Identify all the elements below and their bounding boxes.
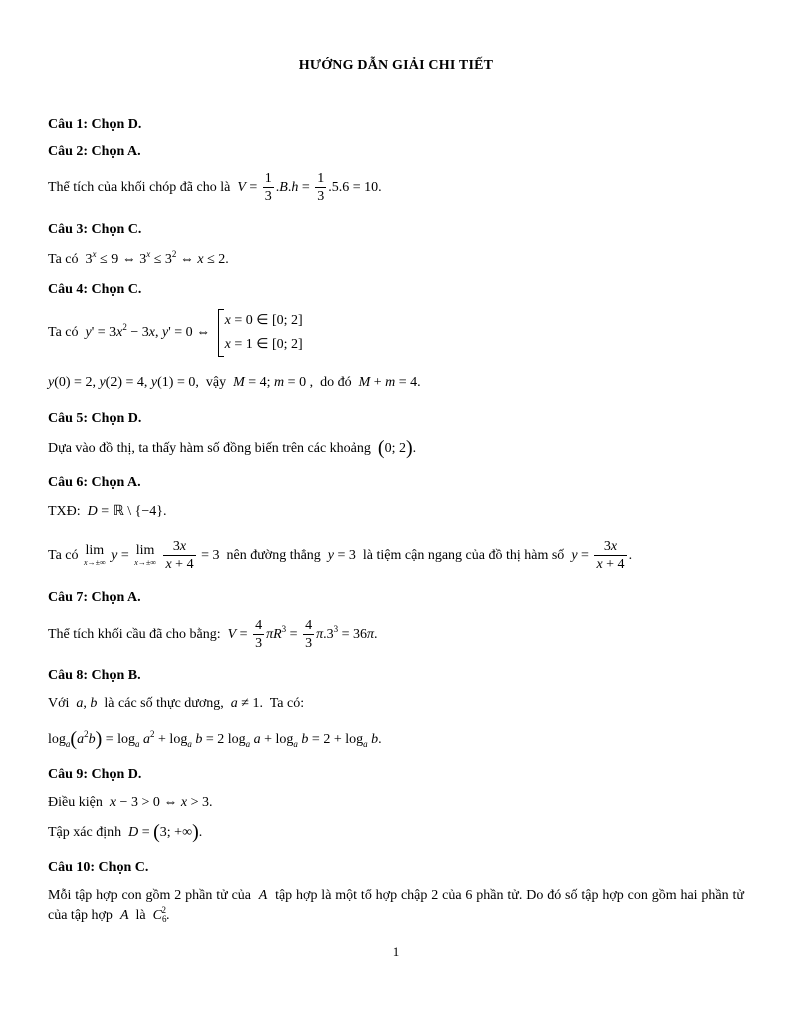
q6-text3: nên đường thẳng bbox=[226, 548, 321, 563]
q10-heading: Câu 10: Chọn C. bbox=[48, 860, 149, 875]
q2-heading: Câu 2: Chọn A. bbox=[48, 144, 141, 159]
q4-text2: vậy bbox=[205, 375, 227, 390]
q6-asymptote: Ta có lim x→±∞ y = lim x→±∞ $\frac{3x}{x + 4}$ = 3 nên đường thẳng y = 3 là tiệm cận ngang của đồ thị hàm số y = $\frac{3x}{x + 4}$ . bbox=[48, 539, 633, 573]
q8-heading: Câu 8: Chọn B. bbox=[48, 668, 141, 683]
q8-text2: là các số thực dương, bbox=[104, 696, 224, 711]
q4-text3: do đó bbox=[320, 375, 352, 390]
page-title: HƯỚNG DẪN GIẢI CHI TIẾT bbox=[298, 58, 494, 73]
q5-text: Dựa vào đồ thị, ta thấy hàm số đồng biến trên các khoảng bbox=[48, 441, 371, 456]
q10-text: Mỗi tập hợp con gồm 2 phần tử của bbox=[48, 888, 252, 903]
q6-domain-formula: D = ℝ \ {−4}. bbox=[87, 504, 167, 519]
q7-heading: Câu 7: Chọn A. bbox=[48, 590, 141, 605]
q5-solution bbox=[48, 439, 416, 458]
q6-domain bbox=[48, 503, 167, 521]
q9-heading: Câu 9: Chọn D. bbox=[48, 767, 142, 782]
q8-formula: $\log_a(a^2b) = \log_a a^2 + \log_a b = 2$ $\log_a a + \log_a b = 2 + \log_a b$. bbox=[48, 728, 382, 750]
q3-heading: Câu 3: Chọn C. bbox=[48, 222, 142, 237]
q8-text3: Ta có: bbox=[269, 696, 305, 711]
q7-solution bbox=[48, 617, 378, 653]
q6-text4: là tiệm cận ngang của đồ thị hàm số bbox=[362, 548, 565, 563]
q6-text2: Ta có bbox=[48, 548, 79, 563]
q4-solution-derivative bbox=[48, 309, 303, 357]
q2-formula: V = $\frac{1}{3}$ .B.h = $\frac{1}{3}$ .5.6 = 10. bbox=[237, 171, 382, 205]
q6-text: TXĐ: bbox=[48, 504, 81, 519]
q8-text: Với bbox=[48, 696, 70, 711]
q7-formula: V = $\frac{4}{3}$ $\pi R^3$ = $\frac{4}{3}$ $\pi.3^3 = 36\pi$. bbox=[227, 618, 378, 652]
q10-text3: là bbox=[135, 908, 146, 923]
q4-heading: Câu 4: Chọn C. bbox=[48, 282, 142, 297]
q5-interval: (0; 2). bbox=[377, 437, 417, 459]
q8-condition: Với a, b là các số thực dương, a ≠ 1. Ta có: bbox=[48, 696, 305, 711]
q4-text: Ta có bbox=[48, 325, 79, 340]
q4-roots-system: x = 0 ∈ [0; 2] x = 1 ∈ [0; 2] bbox=[218, 309, 303, 357]
q3-solution bbox=[48, 251, 229, 269]
q10-solution: Mỗi tập hợp con gồm 2 phần tử của A tập hợp là một tổ hợp chập 2 của 6 phần tử. Do đó số tập hợp con gồm hai phần tử của tập hợp A là $C_6^2$. bbox=[48, 888, 744, 924]
q7-text: Thể tích khối cầu đã cho bằng: bbox=[48, 627, 221, 642]
q9-text: Điều kiện bbox=[48, 795, 103, 810]
q9-condition: Điều kiện x − 3 > 0 ⇔ x > 3. bbox=[48, 795, 213, 810]
q4-values-formula: y(0) = 2, y(2) = 4, y(1) = 0, bbox=[48, 375, 203, 390]
q2-solution bbox=[48, 170, 382, 206]
page-number: 1 bbox=[392, 944, 400, 959]
q9-text2: Tập xác định bbox=[48, 825, 122, 840]
q9-domain: Tập xác định D = (3; +∞). bbox=[48, 821, 203, 843]
q1-heading: Câu 1: Chọn D. bbox=[48, 117, 142, 132]
q10-text2: tập hợp là một tổ hợp chập 2 của 6 phần tử. Do đó số tập hợp con gồm hai phần tử của tập hợp bbox=[48, 888, 744, 923]
q4-derivative-formula: $y' = 3x^2 - 3x$, y' = 0 ⇔ bbox=[85, 322, 211, 340]
q3-formula: $3^x \le 9$ ⇔ $3^x \le 3^2$ ⇔ x ≤ 2. bbox=[82, 249, 229, 267]
q2-text: Thể tích của khối chóp đã cho là bbox=[48, 180, 231, 195]
q3-text: Ta có bbox=[48, 252, 79, 267]
q4-solution-values: y(0) = 2, y(2) = 4, y(1) = 0, vậy M = 4; m = 0 , do đó M + m = 4. bbox=[48, 375, 421, 390]
q5-heading: Câu 5: Chọn D. bbox=[48, 411, 142, 426]
q6-heading: Câu 6: Chọn A. bbox=[48, 475, 141, 490]
